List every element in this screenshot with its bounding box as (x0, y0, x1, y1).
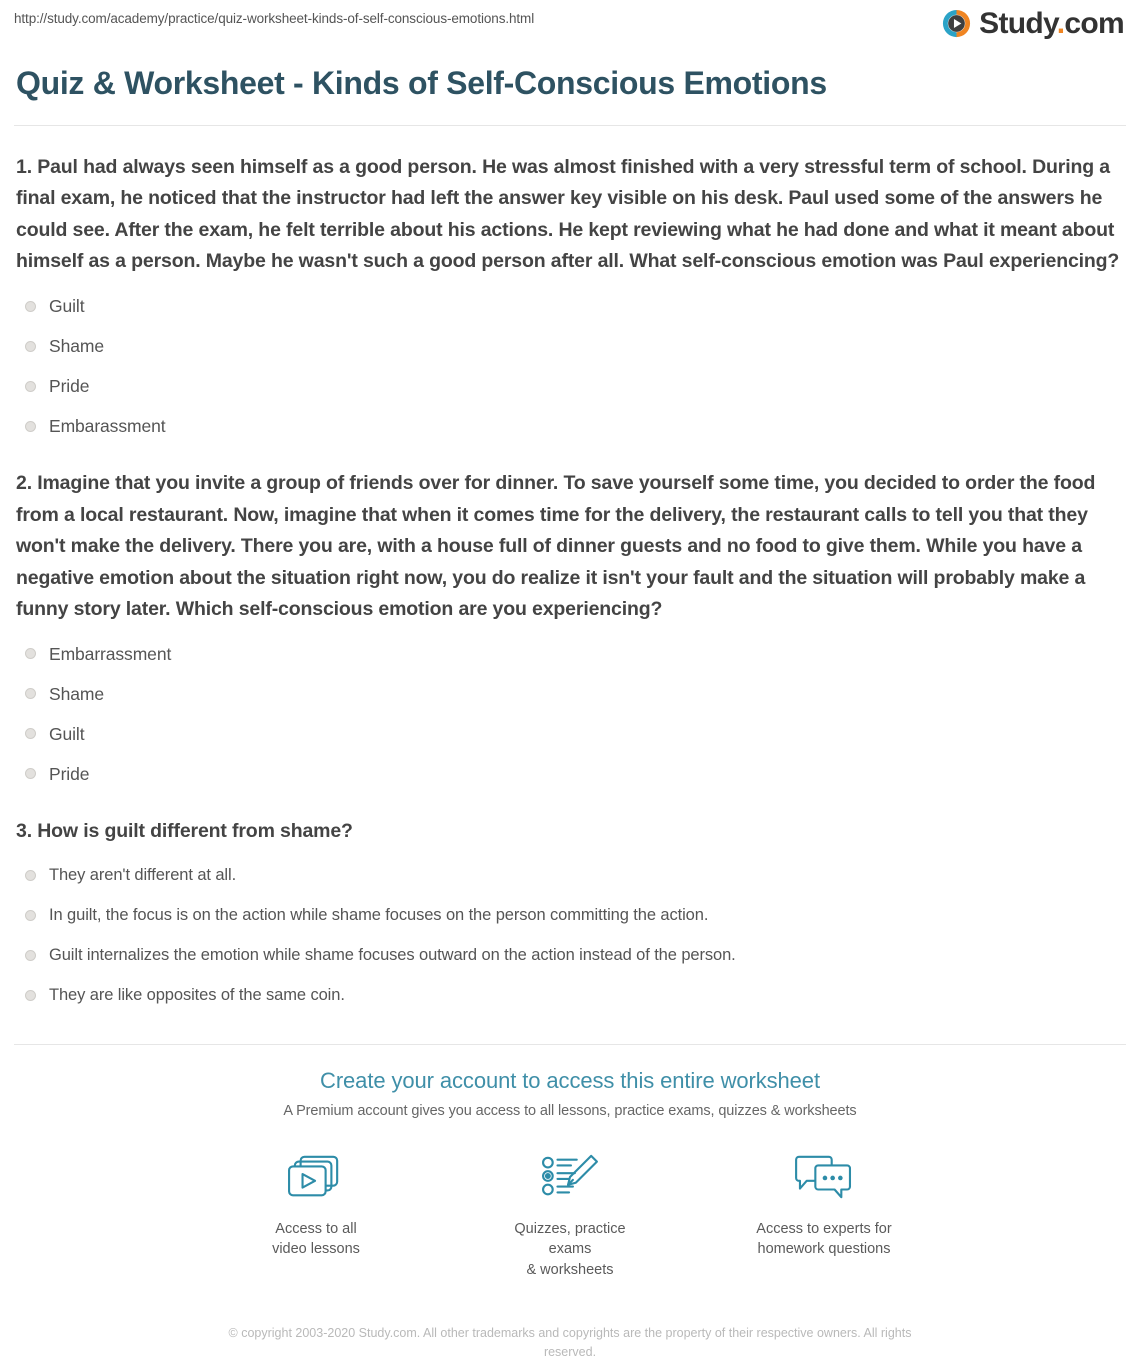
option-label: Embarrassment (49, 643, 172, 664)
feature-label (495, 1219, 645, 1281)
logo-dot: . (1056, 6, 1065, 40)
option-label: Pride (49, 375, 90, 396)
page-url: http://study.com/academy/practice/quiz-worksheet-kinds-of-self-conscious-emotions.html (14, 11, 535, 26)
radio-button-icon[interactable] (25, 950, 36, 961)
radio-button-icon[interactable] (25, 870, 36, 881)
option-row[interactable] (16, 680, 1124, 708)
option-label: Shame (49, 335, 104, 356)
radio-button-icon[interactable] (25, 341, 36, 352)
video-lessons-icon (241, 1149, 391, 1205)
question-3-options (16, 862, 1124, 1010)
option-row[interactable] (16, 982, 1124, 1010)
radio-button-icon[interactable] (25, 648, 36, 659)
radio-button-icon[interactable] (25, 990, 36, 1001)
option-label: In guilt, the focus is on the action while shame focuses on the person committing the action. (49, 905, 709, 924)
title-divider (14, 125, 1126, 126)
question-1 (16, 152, 1124, 440)
option-row[interactable] (16, 640, 1124, 668)
feature-label-line2: & worksheets (526, 1261, 614, 1278)
question-text: 3. How is guilt different from shame? (16, 819, 353, 842)
feature-label (749, 1219, 899, 1260)
question-2-options (16, 640, 1124, 788)
study-com-logo[interactable] (941, 8, 1124, 39)
cta-section (0, 1045, 1140, 1362)
page-header (0, 0, 1140, 55)
logo-name: Study (979, 6, 1057, 40)
copyright-text: © copyright 2003-2020 Study.com. All other trademarks and copyrights are the property of their respective owners. All rights reserved. (228, 1326, 912, 1360)
option-label: Guilt (49, 295, 85, 316)
feature-label-line2: homework questions (757, 1241, 891, 1258)
radio-button-icon[interactable] (25, 421, 36, 432)
option-label: They aren't different at all. (49, 865, 237, 884)
feature-label-line2: video lessons (272, 1241, 360, 1258)
option-label: Embarassment (49, 415, 166, 436)
option-row[interactable] (16, 862, 1124, 890)
option-row[interactable] (16, 412, 1124, 440)
radio-button-icon[interactable] (25, 728, 36, 739)
option-row[interactable] (16, 332, 1124, 360)
question-1-options (16, 292, 1124, 440)
feature-label (241, 1219, 391, 1260)
chat-bubbles-icon (749, 1149, 899, 1205)
option-label: Guilt internalizes the emotion while shame focuses outward on the action instead of the person. (49, 945, 736, 964)
radio-button-icon[interactable] (25, 301, 36, 312)
logo-wordmark (979, 6, 1124, 40)
question-text: 2. Imagine that you invite a group of friends over for dinner. To save yourself some time, you decided to order the food from a local restaurant. Now, imagine that when it comes time for the delivery, the restaurant calls to tell you that they won't make the delivery. There you are, with a house full of dinner guests and no food to give them. While you have a negative emotion about the situation right now, you do realize it isn't your fault and the situation will probably make a funny story later. Which self-conscious emotion are you experiencing? (16, 472, 1096, 621)
feature-video-lessons (241, 1149, 391, 1260)
question-2 (16, 468, 1124, 788)
radio-button-icon[interactable] (25, 688, 36, 699)
option-row[interactable] (16, 292, 1124, 320)
feature-label-line1: Access to all (275, 1220, 357, 1237)
feature-label-line1: Quizzes, practice exams (514, 1220, 626, 1258)
option-label: Shame (49, 683, 104, 704)
option-label: Pride (49, 763, 90, 784)
feature-label-line1: Access to experts for (756, 1220, 892, 1237)
option-row[interactable] (16, 760, 1124, 788)
quiz-pencil-icon (495, 1149, 645, 1205)
radio-button-icon[interactable] (25, 768, 36, 779)
page-title: Quiz & Worksheet - Kinds of Self-Conscious Emotions (16, 65, 827, 101)
option-label: Guilt (49, 723, 85, 744)
feature-list (0, 1149, 1140, 1281)
question-text: 1. Paul had always seen himself as a good person. He was almost finished with a very stressful term of school. During a final exam, he noticed that the instructor had left the answer key visible on his desk. Paul used some of the answers he could see. After the exam, he felt terrible about his actions. He kept reviewing what he had done and what it meant about himself as a person. Maybe he wasn't such a good person after all. What self-conscious emotion was Paul experiencing? (16, 155, 1120, 273)
question-3 (16, 816, 1124, 1010)
radio-button-icon[interactable] (25, 381, 36, 392)
option-label: They are like opposites of the same coin. (49, 985, 345, 1004)
option-row[interactable] (16, 902, 1124, 930)
quiz-body (0, 152, 1140, 1010)
feature-experts (749, 1149, 899, 1260)
logo-suffix: com (1064, 6, 1124, 40)
option-row[interactable] (16, 942, 1124, 970)
play-circle-icon (941, 8, 972, 39)
cta-headline[interactable]: Create your account to access this entire worksheet (320, 1067, 820, 1093)
option-row[interactable] (16, 720, 1124, 748)
feature-quizzes (495, 1149, 645, 1281)
cta-subtitle: A Premium account gives you access to all lessons, practice exams, quizzes & worksheets (283, 1102, 857, 1119)
radio-button-icon[interactable] (25, 910, 36, 921)
option-row[interactable] (16, 372, 1124, 400)
